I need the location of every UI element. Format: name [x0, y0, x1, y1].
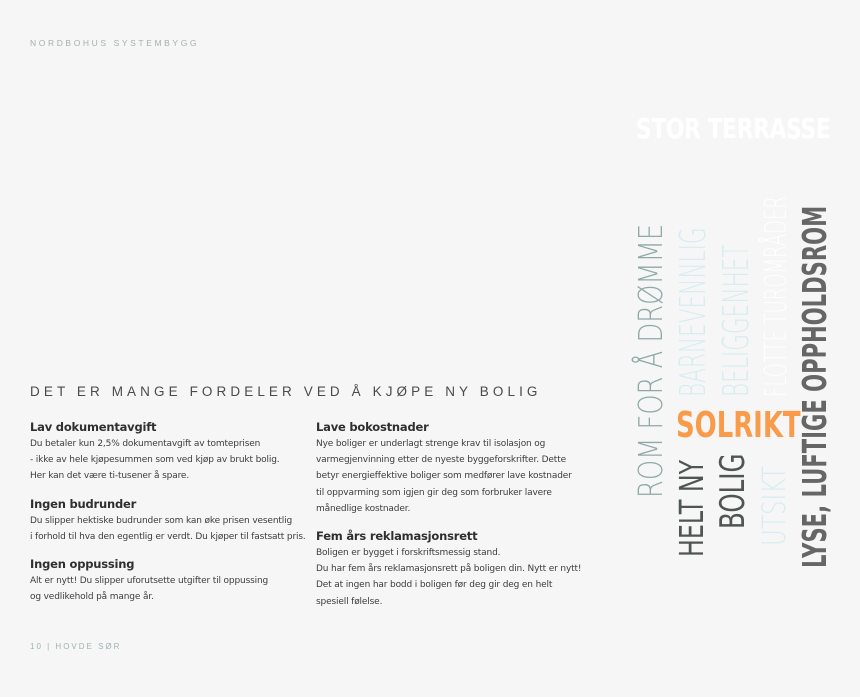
benefit-section [30, 497, 320, 545]
benefit-title: Ingen budrunder [30, 496, 137, 511]
word-beliggenhet: BELIGGENHET [716, 244, 757, 397]
word-solrikt: SOLRIKT [676, 405, 801, 446]
benefit-line: månedlige kostnader. [316, 503, 411, 514]
benefit-line: Boligen er bygget i forskriftsmessig stand. [316, 548, 501, 559]
benefit-section [30, 420, 320, 485]
word-barnevennlig: BARNEVENNLIG [673, 227, 714, 397]
benefit-line: Nye boliger er underlagt strenge krav til isolasjon og [316, 439, 546, 449]
word-bolig: BOLIG [713, 453, 753, 529]
benefit-title: Lave bokostnader [316, 420, 429, 434]
benefit-line: betyr energieffektive boliger som medfører lave kostnader [316, 471, 572, 482]
benefit-line: Du slipper hektiske budrunder som kan øke prisen vesentlig [30, 515, 293, 526]
benefit-line: Du betaler kun 2,5% dokumentavgift av tomteprisen [30, 439, 261, 449]
word-flotte-turomrader: FLOTTE TUROMRÅDER [759, 196, 794, 397]
benefit-line: og vedlikehold på mange år. [30, 592, 154, 603]
word-rom-for-a-dromme: ROM FOR Å DRØMME [631, 223, 670, 499]
benefit-line: spesiell følelse. [316, 596, 383, 607]
benefit-line: - ikke av hele kjøpesummen som ved kjøp av brukt bolig. [30, 455, 280, 466]
benefit-line: Alt er nytt! Du slipper uforutsette utgifter til oppussing [30, 576, 269, 587]
benefit-line: i forhold til hva den egentlig er verdt. Du kjøper til fastsatt pris. [30, 531, 306, 542]
benefits-left-column [30, 420, 320, 617]
word-stor-terrasse: STOR TERRASSE [636, 112, 831, 145]
benefit-line: til oppvarming som igjen gir deg som forbruker lavere [316, 487, 552, 498]
benefits-right-column [316, 420, 601, 622]
word-lyse-luftige-oppholdsrom: LYSE, LUFTIGE OPPHOLDSROM [795, 205, 834, 568]
benefit-line: Her kan det være ti-tusener å spare. [30, 471, 190, 482]
benefit-line: varmegjenvinning etter de nyeste byggeforskrifter. Dette [316, 455, 566, 466]
benefit-section [316, 529, 601, 610]
benefit-line: Det at ingen har bodd i boligen før deg gir deg en helt [316, 580, 553, 591]
brand-name: NORDBOHUS SYSTEMBYGG [30, 38, 200, 48]
benefit-section [30, 557, 320, 605]
benefit-section [316, 420, 601, 517]
benefit-title: Ingen oppussing [30, 557, 135, 572]
benefit-title: Fem års reklamasjonsrett [316, 529, 478, 544]
word-helt-ny: HELT NY [672, 459, 711, 557]
benefit-line: Du har fem års reklamasjonsrett på boligen din. Nytt er nytt! [316, 564, 582, 575]
page-headline: DET ER MANGE FORDELER VED Å KJØPE NY BOLIG [30, 384, 542, 399]
benefit-title: Lav dokumentavgift [30, 420, 157, 434]
word-utsikt: UTSIKT [755, 466, 793, 546]
page-footer: 10 | HOVDE SØR [30, 642, 122, 651]
